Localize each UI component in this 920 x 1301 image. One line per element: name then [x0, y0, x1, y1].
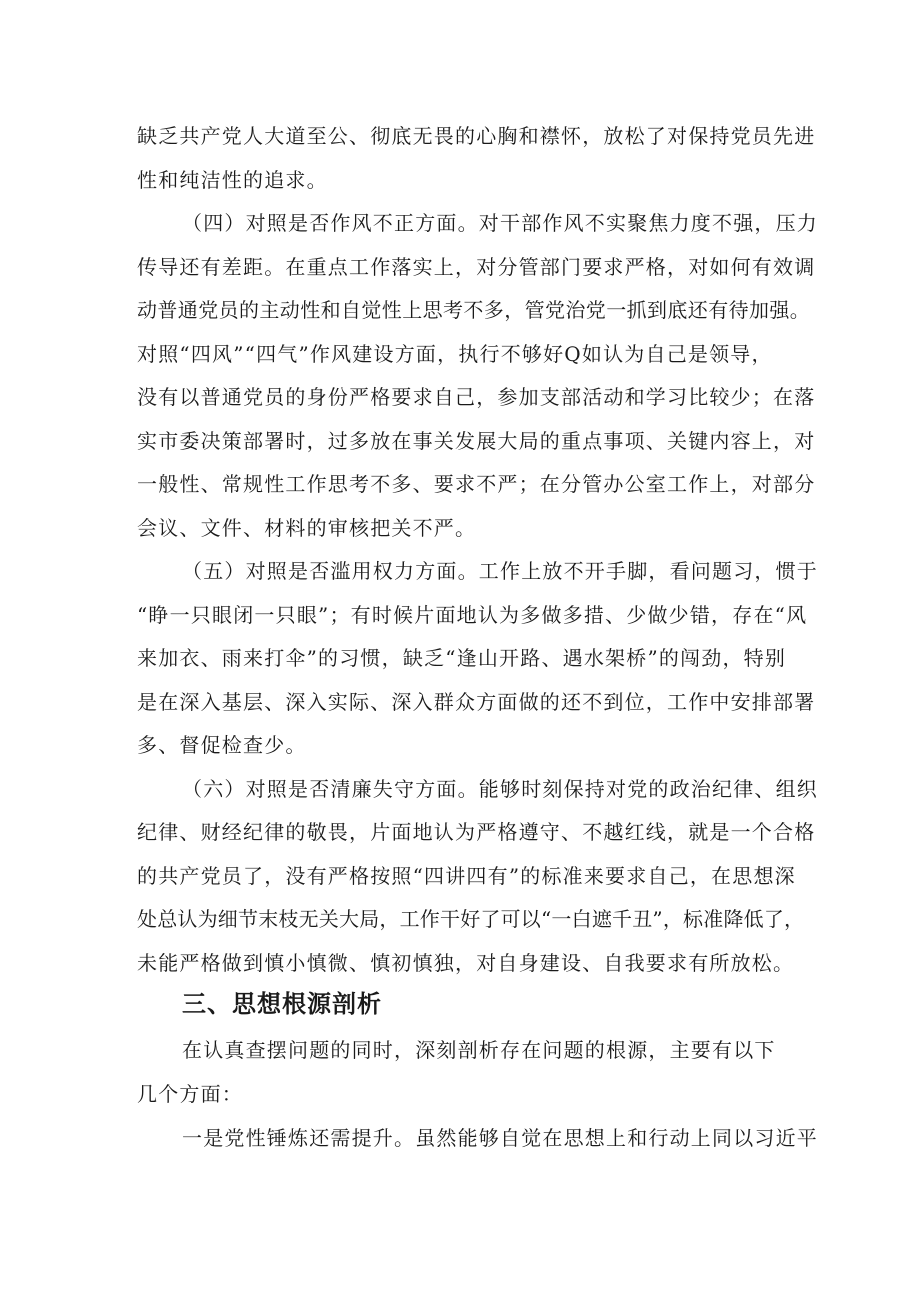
paragraph-line: 性和纯洁性的追求。 [137, 168, 328, 192]
paragraph-line: 一是党性锤炼还需提升。虽然能够自觉在思想上和行动上同以习近平 [182, 1126, 818, 1150]
paragraph-line: 会议、文件、材料的审核把关不严。 [137, 516, 477, 540]
paragraph-line: 来加衣、雨来打伞”的习惯，缺乏“逢山开路、遇水架桥”的闯劲，特别 [137, 646, 787, 670]
paragraph-line: （六）对照是否清廉失守方面。能够时刻保持对党的政治纪律、组织 [182, 777, 818, 801]
paragraph-line: 传导还有差距。在重点工作落实上，对分管部门要求严格，对如何有效调 [137, 255, 816, 279]
paragraph-line: 缺乏共产党人大道至公、彻底无畏的心胸和襟怀，放松了对保持党员先进 [137, 124, 816, 148]
paragraph-line: 动普通党员的主动性和自觉性上思考不多，管党治党一抓到底还有待加强。 [137, 298, 811, 322]
paragraph-line: “睁一只眼闭一只眼”；有时候片面地认为多做多措、少做少错，存在“风 [137, 603, 808, 627]
paragraph-line: 一般性、常规性工作思考不多、要求不严；在分管办公室工作上，对部分 [137, 472, 816, 496]
paragraph-line: （五）对照是否滥用权力方面。工作上放不开手脚，看问题习，惯于 [182, 559, 818, 583]
paragraph-line: 在认真查摆问题的同时，深刻剖析存在问题的根源，主要有以下 [182, 1038, 776, 1062]
paragraph-line: （四）对照是否作风不正方面。对干部作风不实聚焦力度不强，压力 [182, 211, 818, 235]
paragraph-line: 实市委决策部署时，过多放在事关发展大局的重点事项、关键内容上，对 [137, 429, 816, 453]
section-heading: 三、思想根源剖析 [182, 990, 382, 1018]
paragraph-line: 未能严格做到慎小慎微、慎初慎独，对自身建设、自我要求有所放松。 [137, 951, 795, 975]
paragraph-line: 多、督促检查少。 [137, 733, 307, 757]
paragraph-line: 是在深入基层、深入实际、深入群众方面做的还不到位，工作中安排部署 [137, 690, 816, 714]
paragraph-line: 对照“四风”“四气”作风建设方面，执行不够好Q如认为自己是领导， [137, 342, 773, 366]
paragraph-line: 的共产党员了，没有严格按照“四讲四有”的标准来要求自己，在思想深 [137, 864, 796, 888]
paragraph-line: 没有以普通党员的身份严格要求自己，参加支部活动和学习比较少；在落 [137, 385, 816, 409]
paragraph-line: 纪律、财经纪律的敬畏，片面地认为严格遵守、不越红线，就是一个合格 [137, 820, 816, 844]
paragraph-line: 处总认为细节末枝无关大局，工作干好了可以“一白遮千丑”，标准降低了， [137, 907, 805, 931]
paragraph-line: 几个方面： [137, 1082, 243, 1106]
